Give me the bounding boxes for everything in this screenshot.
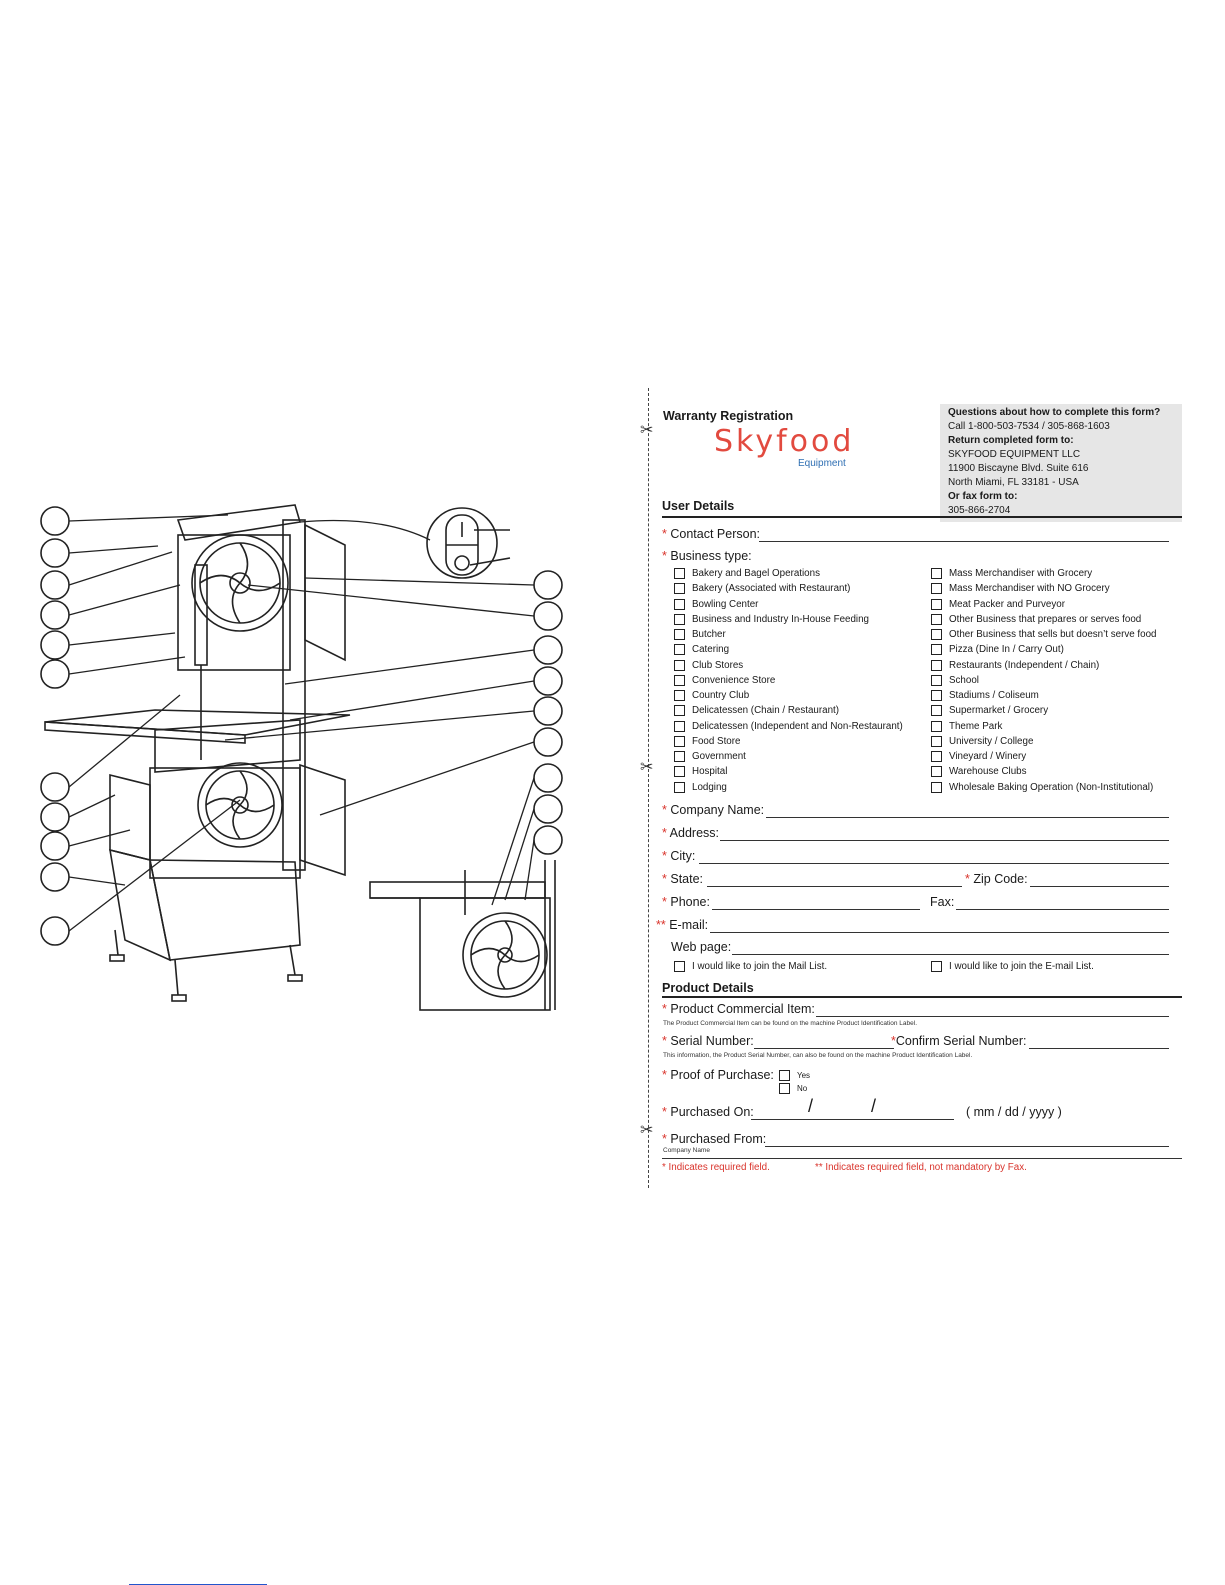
- info-city: North Miami, FL 33181 - USA: [948, 477, 1079, 488]
- address-field[interactable]: [720, 840, 1169, 841]
- business-type-option[interactable]: [931, 629, 1156, 640]
- purchased-on-field[interactable]: [751, 1119, 954, 1120]
- state-field[interactable]: [707, 886, 962, 887]
- business-type-label: Government: [692, 751, 746, 762]
- business-type-option[interactable]: [674, 782, 727, 793]
- city-label: * City:: [662, 849, 696, 863]
- date-separator: /: [808, 1096, 814, 1116]
- business-type-option[interactable]: [931, 644, 1064, 655]
- business-type-option[interactable]: [931, 751, 1026, 762]
- business-type-option[interactable]: [931, 705, 1048, 716]
- business-type-option[interactable]: [674, 614, 869, 625]
- info-fax: 305-866-2704: [948, 505, 1011, 516]
- business-type-option[interactable]: [674, 721, 903, 732]
- company-name-note: Company Name: [663, 1147, 710, 1154]
- business-type-label: Hospital: [692, 766, 728, 778]
- form-header: [662, 404, 1182, 522]
- business-type-label: Restaurants (Independent / Chain): [949, 659, 1100, 671]
- business-type-option[interactable]: [674, 690, 749, 701]
- purchased-from-field[interactable]: [765, 1146, 1169, 1147]
- address-label: * Address:: [662, 826, 720, 840]
- business-type-label: Mass Merchandiser with NO Grocery: [949, 583, 1110, 595]
- checkbox[interactable]: [931, 599, 942, 610]
- commercial-item-field[interactable]: [816, 1016, 1169, 1017]
- business-type-label: Pizza (Dine In / Carry Out): [949, 644, 1064, 656]
- business-type-label: Bakery and Bagel Operations: [692, 568, 820, 579]
- proof-no-option[interactable]: No: [779, 1083, 807, 1094]
- date-format-hint: ( mm / dd / yyyy ): [966, 1105, 1062, 1119]
- phone-label: * Phone:: [662, 895, 710, 909]
- business-type-label: School: [949, 674, 979, 686]
- purchased-from-label: * Purchased From:: [662, 1132, 767, 1146]
- fax-label: Fax:: [930, 895, 955, 909]
- business-type-label: Wholesale Baking Operation (Non-Institutional): [949, 781, 1154, 793]
- email-list-option[interactable]: I would like to join the E-mail List.: [931, 961, 1094, 972]
- business-type-option[interactable]: [931, 736, 1033, 747]
- business-type-label: Country Club: [692, 690, 750, 701]
- checkbox[interactable]: [931, 614, 942, 625]
- business-type-label: Theme Park: [949, 720, 1003, 732]
- checkbox[interactable]: [931, 660, 942, 671]
- checkbox[interactable]: [674, 690, 685, 701]
- logo-subtitle: Equipment: [798, 458, 846, 469]
- business-type-option[interactable]: [931, 675, 979, 686]
- business-type-label: Convenience Store: [692, 674, 776, 686]
- checkbox[interactable]: [779, 1083, 790, 1094]
- business-type-option[interactable]: [931, 660, 1099, 671]
- checkbox[interactable]: [674, 961, 685, 972]
- contact-person-field[interactable]: [759, 541, 1169, 542]
- info-company: SKYFOOD EQUIPMENT LLC: [948, 449, 1081, 460]
- skyfood-logo: Skyfood: [714, 424, 855, 459]
- business-type-option[interactable]: [931, 568, 1092, 579]
- business-type-option[interactable]: [674, 644, 729, 655]
- cut-line: [648, 388, 649, 1188]
- business-type-label: * Business type:: [662, 549, 752, 563]
- business-type-option[interactable]: [674, 705, 839, 716]
- fax-field[interactable]: [956, 909, 1169, 910]
- business-type-label: Supermarket / Grocery: [949, 705, 1049, 717]
- business-type-label: Catering: [692, 644, 730, 656]
- section-rule: [662, 516, 1182, 518]
- business-type-option[interactable]: [931, 583, 1110, 594]
- email-field[interactable]: [710, 932, 1169, 933]
- checkbox[interactable]: [674, 736, 685, 747]
- city-field[interactable]: [699, 863, 1169, 864]
- serial-note: This information, the Product Serial Number, can also be found on the machine Product Identification Label.: [663, 1052, 973, 1059]
- checkbox[interactable]: [674, 751, 685, 762]
- serial-number-field[interactable]: [754, 1048, 894, 1049]
- checkbox[interactable]: [779, 1070, 790, 1081]
- checkbox[interactable]: [674, 766, 685, 777]
- checkbox[interactable]: [674, 629, 685, 640]
- business-type-label: Vineyard / Winery: [949, 751, 1027, 762]
- web-page-field[interactable]: [732, 954, 1169, 955]
- checkbox[interactable]: [931, 690, 942, 701]
- business-type-option[interactable]: [674, 629, 726, 640]
- business-type-option[interactable]: [931, 782, 1153, 793]
- business-type-option[interactable]: [674, 583, 850, 594]
- business-type-label: Mass Merchandiser with Grocery: [949, 568, 1093, 579]
- scissors-icon: ✂: [640, 422, 654, 439]
- business-type-option[interactable]: [674, 766, 727, 777]
- checkbox[interactable]: [931, 568, 942, 579]
- business-type-label: Warehouse Clubs: [949, 766, 1027, 778]
- checkbox[interactable]: [931, 675, 942, 686]
- section-rule: [662, 996, 1182, 998]
- checkbox[interactable]: [674, 568, 685, 579]
- business-type-label: Stadiums / Coliseum: [949, 690, 1039, 701]
- checkbox[interactable]: [674, 721, 685, 732]
- business-type-option[interactable]: [674, 599, 758, 610]
- business-type-option[interactable]: [931, 766, 1027, 777]
- mail-list-option[interactable]: I would like to join the Mail List.: [674, 961, 827, 972]
- zip-field[interactable]: [1030, 886, 1169, 887]
- business-type-option[interactable]: [931, 721, 1002, 732]
- warranty-form: [656, 400, 1182, 1190]
- footnote-required: * Indicates required field.: [662, 1162, 770, 1173]
- scissors-icon: ✂: [640, 759, 654, 776]
- purchased-on-label: * Purchased On:: [662, 1105, 754, 1119]
- business-type-label: Bakery (Associated with Restaurant): [692, 583, 851, 595]
- business-type-option[interactable]: [931, 690, 1039, 701]
- switch-detail: [427, 508, 510, 578]
- user-details-heading: User Details: [662, 499, 735, 513]
- business-type-option[interactable]: [674, 736, 740, 747]
- checkbox[interactable]: [674, 614, 685, 625]
- footnote-fax: ** Indicates required field, not mandatory by Fax.: [815, 1162, 1027, 1173]
- commercial-item-label: * Product Commercial Item:: [662, 1002, 815, 1016]
- business-type-label: Bowling Center: [692, 598, 759, 610]
- checkbox[interactable]: [931, 644, 942, 655]
- business-type-option[interactable]: [931, 614, 1141, 625]
- business-type-option[interactable]: [674, 751, 746, 762]
- machine-body: [45, 505, 350, 1001]
- business-type-option[interactable]: [674, 660, 743, 671]
- zip-label: * Zip Code:: [965, 872, 1028, 886]
- business-type-option[interactable]: [674, 675, 775, 686]
- footer-rule: [662, 1158, 1182, 1159]
- checkbox[interactable]: [674, 583, 685, 594]
- proof-yes-option[interactable]: Yes: [779, 1070, 810, 1081]
- confirm-serial-label: *Confirm Serial Number:: [891, 1034, 1027, 1048]
- checkbox[interactable]: [674, 705, 685, 716]
- business-type-label: Delicatessen (Independent and Non-Restaurant): [692, 720, 903, 732]
- business-type-label: Delicatessen (Chain / Restaurant): [692, 705, 840, 717]
- business-type-label: Lodging: [692, 781, 727, 793]
- state-label: * State:: [662, 872, 704, 886]
- info-call: Call 1-800-503-7534 / 305-868-1603: [948, 421, 1110, 432]
- form-title: Warranty Registration: [663, 409, 794, 423]
- business-type-label: Business and Industry In-House Feeding: [692, 613, 869, 625]
- business-type-label: Butcher: [692, 629, 726, 640]
- product-details-heading: Product Details: [662, 981, 754, 995]
- checkbox[interactable]: [674, 644, 685, 655]
- business-type-option[interactable]: [931, 599, 1065, 610]
- checkbox[interactable]: [674, 599, 685, 610]
- business-type-label: University / College: [949, 735, 1034, 747]
- web-page-label: Web page:: [671, 940, 732, 954]
- checkbox[interactable]: [931, 705, 942, 716]
- checkbox[interactable]: [931, 583, 942, 594]
- confirm-serial-field[interactable]: [1029, 1048, 1169, 1049]
- checkbox[interactable]: [931, 961, 942, 972]
- info-fax-label: Or fax form to:: [948, 491, 1018, 502]
- checkbox[interactable]: [674, 782, 685, 793]
- company-name-field[interactable]: [766, 817, 1169, 818]
- business-type-label: Other Business that sells but doesn’t serve food: [949, 629, 1157, 640]
- company-name-label: * Company Name:: [662, 803, 765, 817]
- scissors-icon: ✂: [640, 1122, 654, 1139]
- email-label: ** E-mail:: [656, 918, 709, 932]
- machine-side-view: [370, 860, 555, 1010]
- business-type-label: Meat Packer and Purveyor: [949, 598, 1065, 610]
- checkbox[interactable]: [931, 766, 942, 777]
- checkbox[interactable]: [674, 660, 685, 671]
- serial-number-label: * Serial Number:: [662, 1034, 754, 1048]
- info-return-label: Return completed form to:: [948, 435, 1074, 446]
- checkbox[interactable]: [931, 629, 942, 640]
- callout-right-group: [534, 571, 562, 854]
- checkbox[interactable]: [931, 782, 942, 793]
- date-separator: /: [871, 1096, 877, 1116]
- phone-field[interactable]: [712, 909, 920, 910]
- commercial-item-note: The Product Commercial Item can be found on the machine Product Identification Label.: [663, 1020, 918, 1027]
- business-type-option[interactable]: [674, 568, 820, 579]
- business-type-label: Food Store: [692, 735, 741, 747]
- info-street: 11900 Biscayne Blvd. Suite 616: [948, 463, 1089, 474]
- checkbox[interactable]: [674, 675, 685, 686]
- checkbox[interactable]: [931, 721, 942, 732]
- business-type-label: Club Stores: [692, 659, 744, 671]
- checkbox[interactable]: [931, 751, 942, 762]
- proof-label: * Proof of Purchase:: [662, 1068, 774, 1082]
- checkbox[interactable]: [931, 736, 942, 747]
- contact-person-label: * Contact Person:: [662, 527, 760, 541]
- info-question: Questions about how to complete this form?: [948, 407, 1161, 418]
- business-type-label: Other Business that prepares or serves food: [949, 613, 1142, 625]
